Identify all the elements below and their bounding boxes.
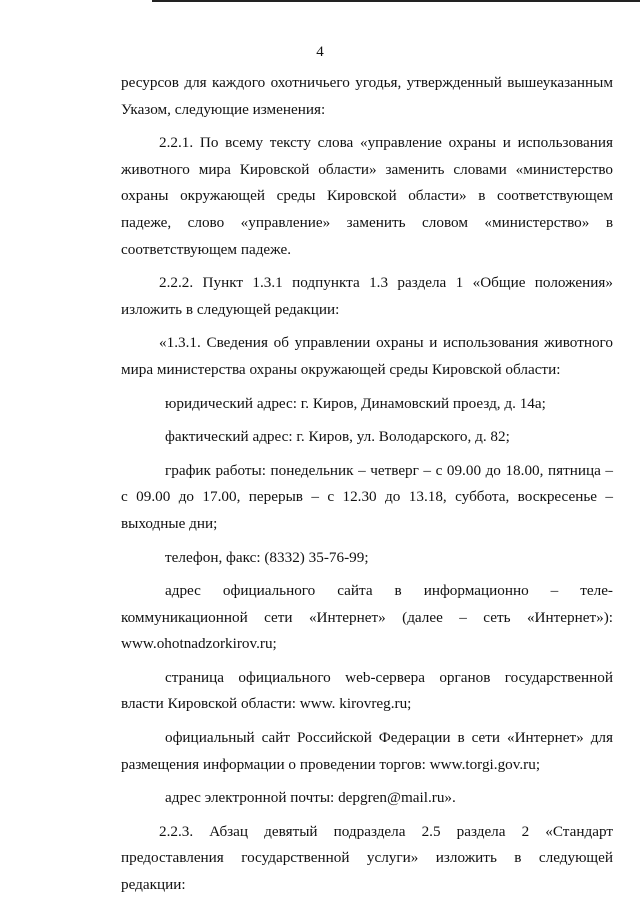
working-hours: график работы: понедельник – четверг – с 09.00 до 18.00, пятница – с 09.00 до 17.00, перерыв – с 12.30 до 13.18, суббота, воскресенье – выходные дни; (121, 461, 613, 532)
legal-address: юридический адрес: г. Киров, Динамовский проезд, д. 14а; (165, 394, 546, 412)
top-border-line (152, 0, 640, 2)
torgi-website: официальный сайт Российской Федерации в сети «Интернет» для размещения информации о проведении торгов: www.torgi.gov.ru; (121, 729, 613, 773)
page-number: 4 (316, 44, 324, 60)
document-body (121, 70, 613, 899)
email-address: адрес электронной почты: depgren@mail.ru». (165, 789, 456, 807)
phone-fax: телефон, факс: (8332) 35-76-99; (165, 548, 369, 566)
paragraph-2-2-3: 2.2.3. Абзац девятый подраздела 2.5 раздела 2 «Стандарт предоставления государственной услуги» изложить в следующей редакции: (121, 822, 613, 894)
government-web-server: страница официального web-сервера органов государственной власти Кировской области: www. kirovreg.ru; (121, 668, 613, 713)
paragraph-intro: ресурсов для каждого охотничьего угодья, утвержденный вышеуказанным Указом, следующие изменения: (121, 74, 613, 118)
actual-address: фактический адрес: г. Киров, ул. Володарского, д. 82; (165, 428, 510, 446)
paragraph-2-2-2: 2.2.2. Пункт 1.3.1 подпункта 1.3 раздела 1 «Общие положения» изложить в следующей редакции: (121, 274, 613, 318)
paragraph-1-3-1: «1.3.1. Сведения об управлении охраны и использования животного мира министерства охраны окружающей среды Кировской области: (121, 334, 613, 378)
official-website: адрес официального сайта в информационно – теле-коммуникационной сети «Интернет» (далее – сеть «Интернет»): www.ohotnadzorkirov.ru; (121, 582, 613, 653)
paragraph-2-2-1: 2.2.1. По всему тексту слова «управление охраны и использования животного мира Кировской области» заменить словами «министерство охраны окружающей среды Кировской области» в соответствующем падеже, слово «управление» заменить словом «министерство» в соответствующем падеже. (121, 134, 613, 258)
